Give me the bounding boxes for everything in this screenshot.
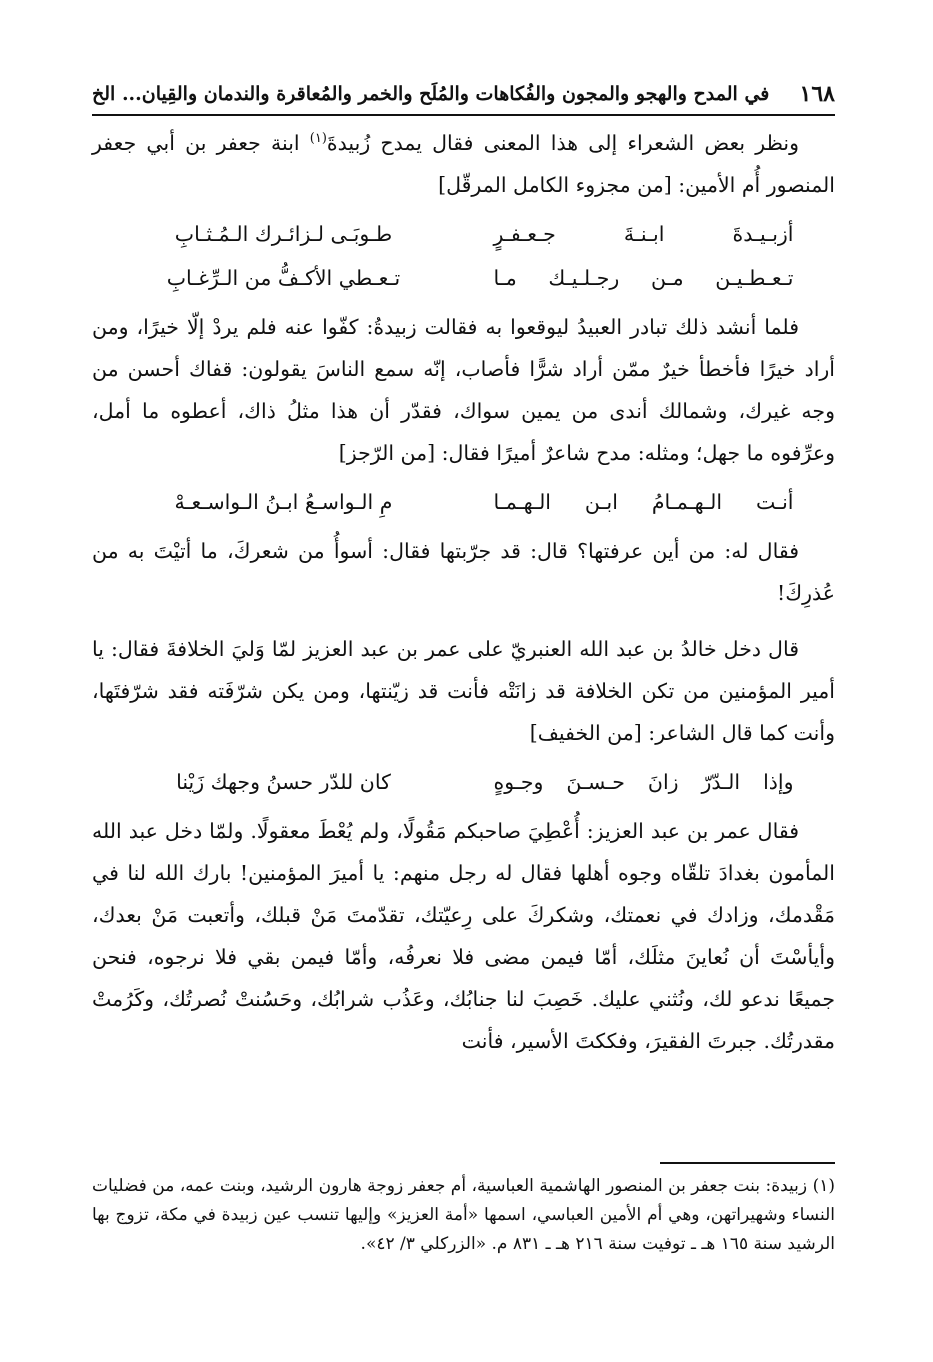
verse-2-first-hemistich: تـعـطـيـن مـن رجـلـيـك مـا [493, 266, 794, 290]
verse-line-3 [92, 480, 835, 524]
running-title: في المدح والهجو والمجون والفُكاهات والمُلَح والخمر والمُعاقرة والندمان والقِيان... الخ [92, 83, 770, 105]
footnotes [92, 1172, 835, 1259]
paragraph-1-text-a: ونظر بعض الشعراء إلى هذا المعنى فقال يمدح زُبيدةَ [326, 131, 799, 155]
verse-3-second-hemistich: مِ الـواسـعُ ابـنُ الـواسـعـهْ [174, 490, 393, 514]
paragraph-5: فقال عمر بن عبد العزيز: أُعْطِيَ صاحبكم مَقُولًا، ولم يُعْطَ معقولًا. ولمّا دخل عبد الله المأمون بغدادَ تلقّاه وجوه أهلها فقال له رجل منهم: يا أميرَ المؤمنين! بارك الله لنا في مَقْدمك، وزادك في نعمتك، وشكركَ على رِعيّتك، تقدّمتَ مَنْ قبلك، وأتعبت مَنْ بعدك، وأيأسْتَ أن نُعاينَ مثلَك، أمّا فيمن مضى فلا نعرفُه، وأمّا فيمن بقي فلا نرجوه، فنحن جميعًا ندعو لك، ونُثني عليك. خَصِبَ لنا جنابُك، وعَذُب شرابُك، وحَسُنتْ نُصرتُك، وكَرُمتْ مقدرتُك. جبرتَ الفقيرَ، وفككتَ الأسير، فأنت [92, 819, 835, 1053]
verse-2-second-hemistich: تـعـطي الأكـفُّ من الـرِّغـابِ [166, 266, 401, 290]
paragraph-2: فلما أنشد ذلك تبادر العبيدُ ليوقعوا به فقالت زبيدةُ: كفّوا عنه فلم يردْ إلّا خيرًا، ومن أراد خيرًا فأخطأ خيرٌ ممّن أراد شرًّا فأصاب، إنّه سمع الناسَ يقولون: قفاك أحسن من وجه غيرك، وشمالك أندى من يمين سواك، فقدّر أن هذا مثلُ ذاك، أعطوه ما أمل، وعرِّفوه ما جهل؛ ومثله: مدح شاعرٌ أميرًا فقال: [من الرّجز] [92, 315, 835, 465]
verse-4-first-hemistich: وإذا الـدّرّ زانَ حـسـنَ وجـوهٍ [493, 770, 794, 794]
verse-4-second-hemistich: كان للدّر حسنُ وجهك زَيْنا [176, 770, 391, 794]
body-text [92, 122, 835, 1062]
footnote-divider [660, 1162, 835, 1164]
paragraph-1 [92, 122, 835, 206]
footnote-1: (١) زبيدة: بنت جعفر بن المنصور الهاشمية العباسية، أم جعفر زوجة هارون الرشيد، وبنت عمه، من فضليات النساء وشهيراتهن، وهي أم الأمين العباسي، اسمها «أمة العزيز» وإليها تنسب عين زبيدة في مكة، تزوج بها الرشيد سنة ١٦٥ هـ ـ توفيت سنة ٢١٦ هـ ـ ٨٣١ م. «الزركلي ٣/ ٤٢». [92, 1176, 835, 1254]
page-number: ١٦٨ [799, 81, 835, 107]
footnote-reference: (١) [309, 131, 327, 147]
paragraph-4: قال دخل خالدُ بن عبد الله العنبريّ على عمر بن عبد العزيز لمّا وَليَ الخلافةَ فقال: يا أمير المؤمنين من تكن الخلافة قد زانَتْه فأنت قد زيّنتها، ومن يكن شرّفَته فقد شرّفتَها، وأنت كما قال الشاعر: [من الخفيف] [92, 637, 835, 745]
page-header [92, 74, 835, 116]
verse-3-first-hemistich: أنـت الـهـمـامُ ابـن الـهـمـا [493, 490, 794, 514]
verse-1-second-hemistich: طـوبَـى لـزائـرك الـمُـثـابِ [174, 222, 393, 246]
verse-1-first-hemistich: أزبـيـدةَ ابـنـةَ جـعـفـرٍ [493, 222, 794, 246]
verse-line-2 [92, 256, 835, 300]
verse-line-1 [92, 212, 835, 256]
paragraph-1-text-b: ابنة جعفر بن أبي جعفر المنصور أُم الأمين: [من مجزوء الكامل المرقّل] [92, 131, 835, 197]
verse-line-4 [92, 760, 835, 804]
paragraph-3: فقال له: من أين عرفتها؟ قال: قد جرّبتها فقال: أسوأُ من شعركَ، ما أتيْتَ به من عُذرِكَ! [92, 539, 835, 605]
